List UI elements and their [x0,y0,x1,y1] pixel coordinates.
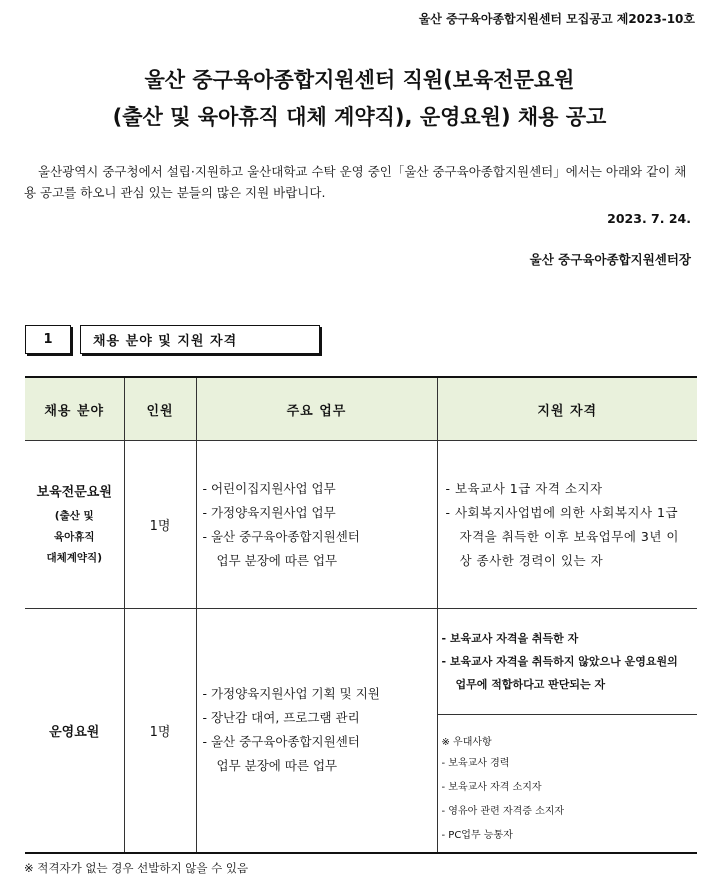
qualifications-cell [437,441,697,609]
field-subtitle-line: 육아휴직 [53,530,95,543]
list-item: 업무 분장에 따른 업무 [216,758,338,774]
list-item: - 보육교사 자격을 취득하지 않았으나 운영요원의 업무에 적합하다고 판단되는 자 [441,655,678,691]
field-subtitle-line: (출산 및 [54,509,94,522]
announcement-date: 2023. 7. 24. [607,211,691,226]
field-subtitle-line: 대체계약직) [46,551,102,564]
duties-cell [196,609,437,853]
table-row [25,609,697,853]
field-cell [25,441,124,609]
header-count: 인원 [124,377,196,441]
header-duties: 주요 업무 [196,377,437,441]
duties-cell [196,441,437,609]
count-cell: 1명 [124,609,196,853]
title-line-2: (출산 및 육아휴직 대체 계약직), 운영요원) 채용 공고 [112,105,607,129]
field-name: 운영요원 [49,724,100,740]
list-item: - 영유아 관련 자격증 소지자 [441,806,565,817]
section-title-box: 채용 분야 및 지원 자격 [80,325,320,354]
list-item: - 보육교사 자격 소지자 [441,782,542,793]
preferences-box [438,715,698,848]
list-item: - 장난감 대여, 프로그램 관리 [202,710,360,726]
title-line-1: 울산 중구육아종합지원센터 직원(보육전문요원 [144,68,575,92]
list-item: - 보육교사 자격을 취득한 자 [441,632,579,645]
field-cell [25,609,124,853]
count-cell: 1명 [124,441,196,609]
field-name: 보육전문요원 [36,484,112,500]
header-qualifications: 지원 자격 [437,377,697,441]
list-item: - 울산 중구육아종합지원센터 [202,734,360,750]
list-item: - 보육교사 1급 자격 소지자 [445,480,603,496]
recruitment-table [25,376,697,854]
intro-paragraph: 울산광역시 중구청에서 설립·지원하고 울산대학교 수탁 운영 중인「울산 중구육아종합지원센터」에서는 아래와 같이 채용 공고를 하오니 관심 있는 분들의 많은 지원 바랍니다. [24,164,687,200]
section-number-box: 1 [25,325,71,354]
header-field: 채용 분야 [25,377,124,441]
qualifications-cell [437,609,697,853]
page-title [0,62,719,136]
field-subtitle [25,506,124,569]
list-item: - 울산 중구육아종합지원센터 [202,528,360,544]
issuer-name: 울산 중구육아종합지원센터장 [529,252,691,267]
list-item: - 가정양육지원사업 업무 [202,504,336,520]
table-header-row [25,377,697,441]
qualifications-main [438,609,698,715]
list-item: - PC업무 능통자 [441,830,513,841]
list-item: - 가정양육지원사업 기획 및 지원 [202,686,380,702]
notice-number: 울산 중구육아종합지원센터 모집공고 제2023-10호 [418,12,695,26]
table-row [25,441,697,609]
list-item: - 어린이집지원사업 업무 [202,480,336,496]
footnote: ※ 적격자가 없는 경우 선발하지 않을 수 있음 [24,861,249,875]
list-item: 업무 분장에 따른 업무 [216,552,338,568]
list-item: - 사회복지사업법에 의한 사회복지사 1급 자격을 취득한 이후 보육업무에 3년 이상 종사한 경력이 있는 자 [445,504,679,568]
list-item: - 보육교사 경력 [441,758,510,769]
preferences-title: ※ 우대사항 [441,737,492,748]
